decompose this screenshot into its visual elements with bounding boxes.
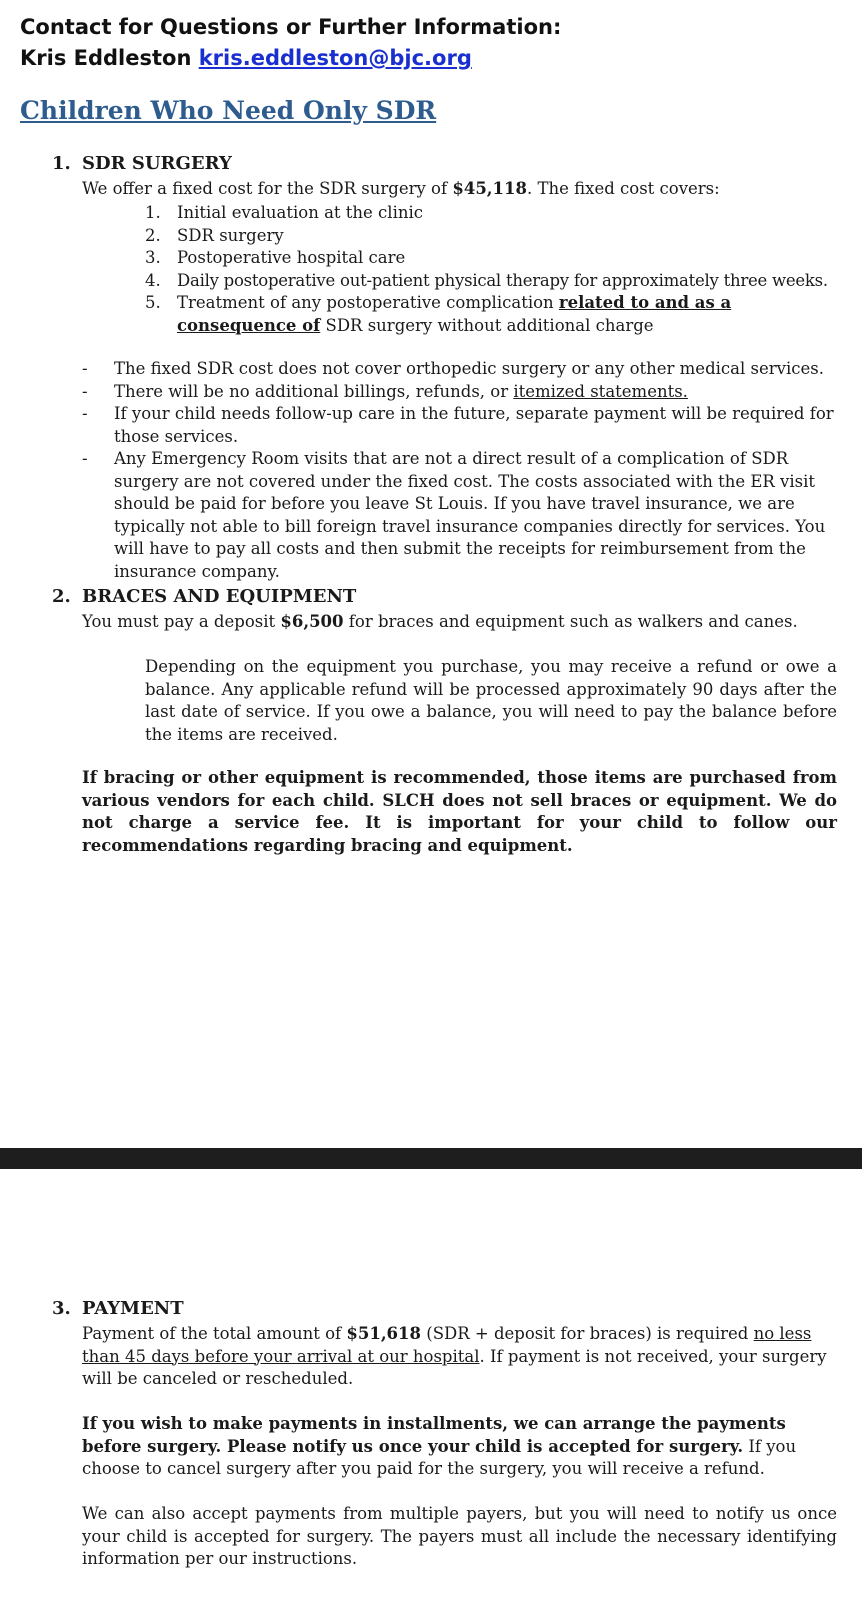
- section-1-title: [52, 153, 232, 174]
- bullet-text-underlined: itemized statements.: [513, 381, 688, 401]
- dash-marker: -: [82, 359, 88, 378]
- intro-text-end: for braces and equipment such as walkers and canes.: [343, 612, 798, 631]
- intro-text: We offer a fixed cost for the SDR surgery of: [82, 179, 453, 198]
- intro-text: You must pay a deposit: [82, 612, 281, 631]
- item-number: 1.: [145, 203, 161, 222]
- bullet-text: The fixed SDR cost does not cover orthopedic surgery or any other medical services.: [114, 359, 824, 378]
- item-number: 2.: [145, 225, 161, 245]
- contact-heading: Contact for Questions or Further Information:: [20, 15, 562, 39]
- item-text: Daily postoperative out-patient physical therapy for approximately three weeks.: [177, 270, 828, 290]
- item-text: Initial evaluation at the clinic: [177, 203, 423, 222]
- intro-text-end: . The fixed cost covers:: [527, 179, 720, 198]
- installments-text: If you choose to cancel surgery after you paid for the surgery, you will receive a refund.: [82, 1436, 797, 1478]
- bullet-text: If your child needs follow-up care in the future, separate payment will be required for those services.: [114, 404, 834, 446]
- section-3-number: 3.: [52, 1298, 71, 1319]
- contact-name: Kris Eddleston: [20, 46, 192, 70]
- list-item: [82, 381, 838, 404]
- equipment-note: If bracing or other equipment is recommended, those items are purchased from various vendors for each child. SLCH does not sell braces or equipment. We do not charge a service fee. It is important for your child to follow our recommendations regarding bracing and equipment.: [82, 768, 837, 855]
- covered-items-list: [145, 202, 845, 337]
- list-item: [82, 403, 838, 448]
- list-item: [82, 448, 838, 583]
- list-item: [145, 270, 845, 293]
- sdr-price: $45,118: [452, 179, 527, 198]
- item-number: 4.: [145, 270, 161, 290]
- section-3-title-text: PAYMENT: [82, 1298, 184, 1319]
- item-number: 3.: [145, 248, 161, 267]
- installments-bold: If you wish to make payments in installments, we can arrange the payments before surgery. Please notify us once your child is accepted for surgery.: [82, 1414, 786, 1456]
- deposit-price: $6,500: [280, 612, 344, 631]
- payment-paragraph: [82, 1323, 837, 1391]
- dash-marker: -: [82, 404, 88, 423]
- page-break-bar: [0, 1148, 862, 1169]
- list-item: [145, 225, 845, 248]
- section-1-intro: [82, 178, 842, 201]
- section-2-intro: [82, 611, 842, 634]
- dash-marker: -: [82, 381, 88, 401]
- section-2-title-text: BRACES AND EQUIPMENT: [82, 586, 357, 607]
- contact-email-link[interactable]: kris.eddleston@bjc.org: [198, 46, 472, 70]
- list-item: [145, 292, 845, 337]
- contact-block: [20, 12, 561, 74]
- contact-line: [20, 43, 561, 74]
- bullet-text: There will be no additional billings, refunds, or: [114, 381, 514, 401]
- section-1-title-text: SDR SURGERY: [82, 153, 232, 174]
- payment-text: Payment of the total amount of: [82, 1324, 347, 1343]
- installments-paragraph: [82, 1413, 837, 1481]
- payment-text-end: . If payment is not received, your surgery will be canceled or rescheduled.: [82, 1346, 827, 1388]
- item-text: Postoperative hospital care: [177, 248, 406, 267]
- section-2-number: 2.: [52, 586, 71, 607]
- section-2-title: [52, 586, 356, 607]
- section-1-number: 1.: [52, 153, 71, 174]
- list-item: [145, 202, 845, 225]
- list-item: [82, 358, 838, 381]
- dash-marker: -: [82, 449, 88, 468]
- conditions-list: [82, 358, 838, 583]
- bullet-text: Any Emergency Room visits that are not a direct result of a complication of SDR surgery are not covered under the fixed cost. The costs associated with the ER visit should be paid for before you leave St Louis. If you have travel insurance, we are typically not able to bill foreign travel insurance companies directly for services. You will have to pay all costs and then submit the receipts for reimbursement from the insurance company.: [114, 449, 826, 581]
- item-text-emphasis: related to and as a consequence of: [177, 293, 732, 335]
- multiple-payers-paragraph: We can also accept payments from multiple payers, but you will need to notify us once your child is accepted for surgery. The payers must all include the necessary identifying information per our instructions.: [82, 1504, 837, 1568]
- payment-text-mid: (SDR + deposit for braces) is required: [421, 1324, 754, 1343]
- section-3-title: [52, 1298, 184, 1319]
- payment-deadline: no less than 45 days before your arrival at our hospital: [82, 1324, 812, 1366]
- total-price: $51,618: [346, 1324, 422, 1343]
- refund-note: Depending on the equipment you purchase, you may receive a refund or owe a balance. Any applicable refund will be processed approximately 90 days after the last date of service. If you owe a balance, you will need to pay the balance before the items are received.: [145, 657, 837, 744]
- item-text: SDR surgery: [177, 225, 284, 245]
- page-heading: Children Who Need Only SDR: [20, 96, 437, 125]
- item-text: Treatment of any postoperative complication: [177, 293, 559, 312]
- list-item: [145, 247, 845, 270]
- item-text-end: SDR surgery without additional charge: [320, 315, 654, 335]
- item-number: 5.: [145, 293, 161, 312]
